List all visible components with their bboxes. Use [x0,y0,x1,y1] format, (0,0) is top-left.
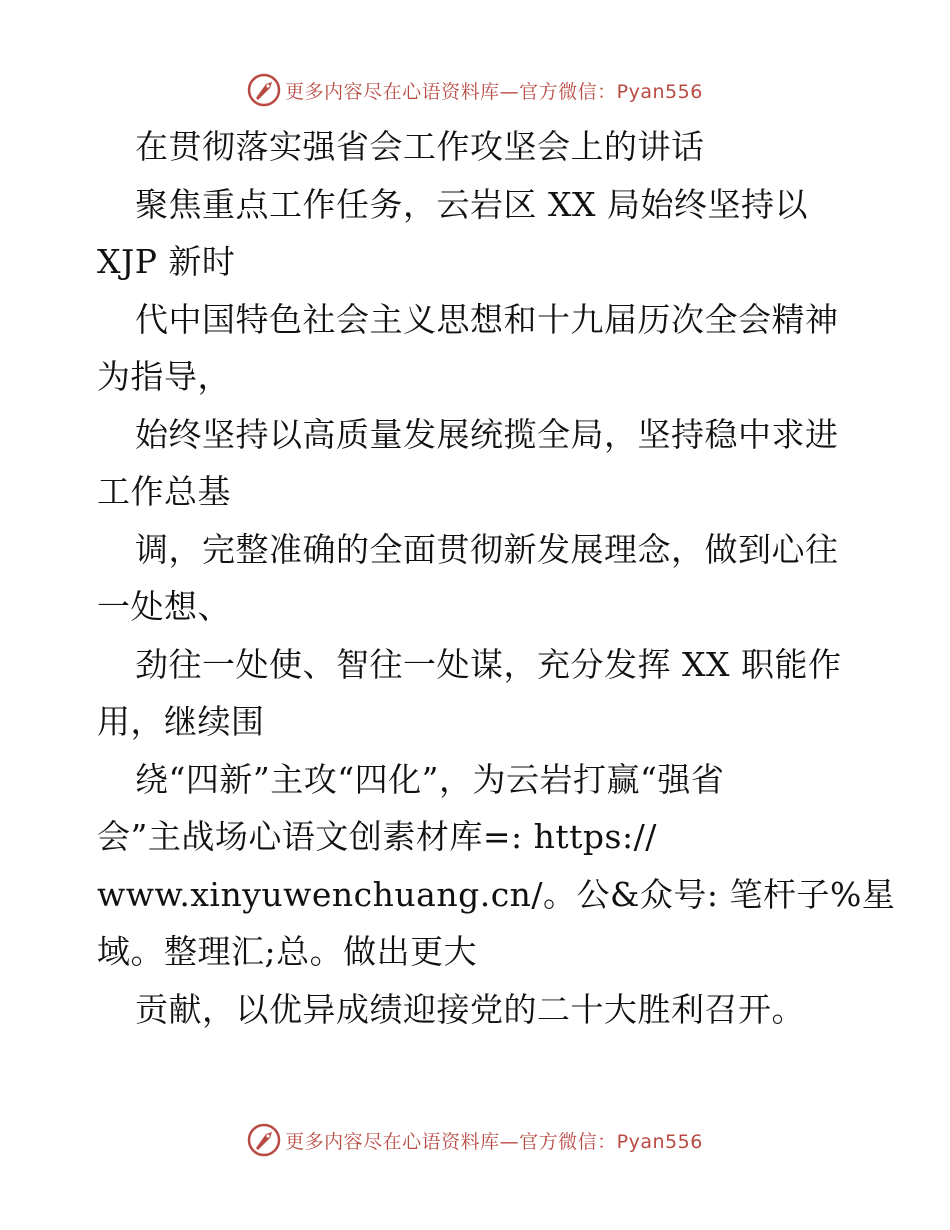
paragraph-line: 会”主战场心语文创素材库=: https:// [97,817,657,856]
document-title: 在贯彻落实强省会工作攻坚会上的讲话 [135,127,705,166]
paragraph-line: 域。整理汇;总。做出更大 [97,932,478,971]
paragraph-line: 用，继续围 [97,702,265,741]
paragraph-line: 始终坚持以高质量发展统揽全局，坚持稳中求进 [135,414,839,454]
document-body [97,118,896,1038]
paragraph-line: 劲往一处使、智往一处谋，充分发挥 XX 职能作 [135,644,842,684]
paragraph-line: 一处想、 [97,587,231,626]
footer-banner [0,1120,950,1160]
pen-nib-logo-icon [247,1123,281,1157]
paragraph-line: 贡献，以优异成绩迎接党的二十大胜利召开。 [135,989,805,1029]
paragraph-line: 调，完整准确的全面贯彻新发展理念，做到心往 [135,529,839,569]
header-banner-text: 更多内容尽在心语资料库—官方微信：Pyan556 [285,80,703,103]
footer-banner-text: 更多内容尽在心语资料库—官方微信：Pyan556 [285,1130,703,1153]
paragraph-line: 为指导， [97,357,231,396]
paragraph-line: 代中国特色社会主义思想和十九届历次全会精神 [135,299,839,339]
paragraph-line: 工作总基 [97,472,231,511]
paragraph-line: 绕“四新”主攻“四化”，为云岩打赢“强省 [135,759,725,799]
paragraph-line: www.xinyuwenchuang.cn/。公&众号: 笔杆子%星 [97,874,896,914]
pen-nib-logo-icon [247,73,281,107]
paragraph-line: 聚焦重点工作任务，云岩区 XX 局始终坚持以 [135,184,808,224]
header-banner [0,70,950,110]
paragraph-line: XJP 新时 [97,242,236,281]
